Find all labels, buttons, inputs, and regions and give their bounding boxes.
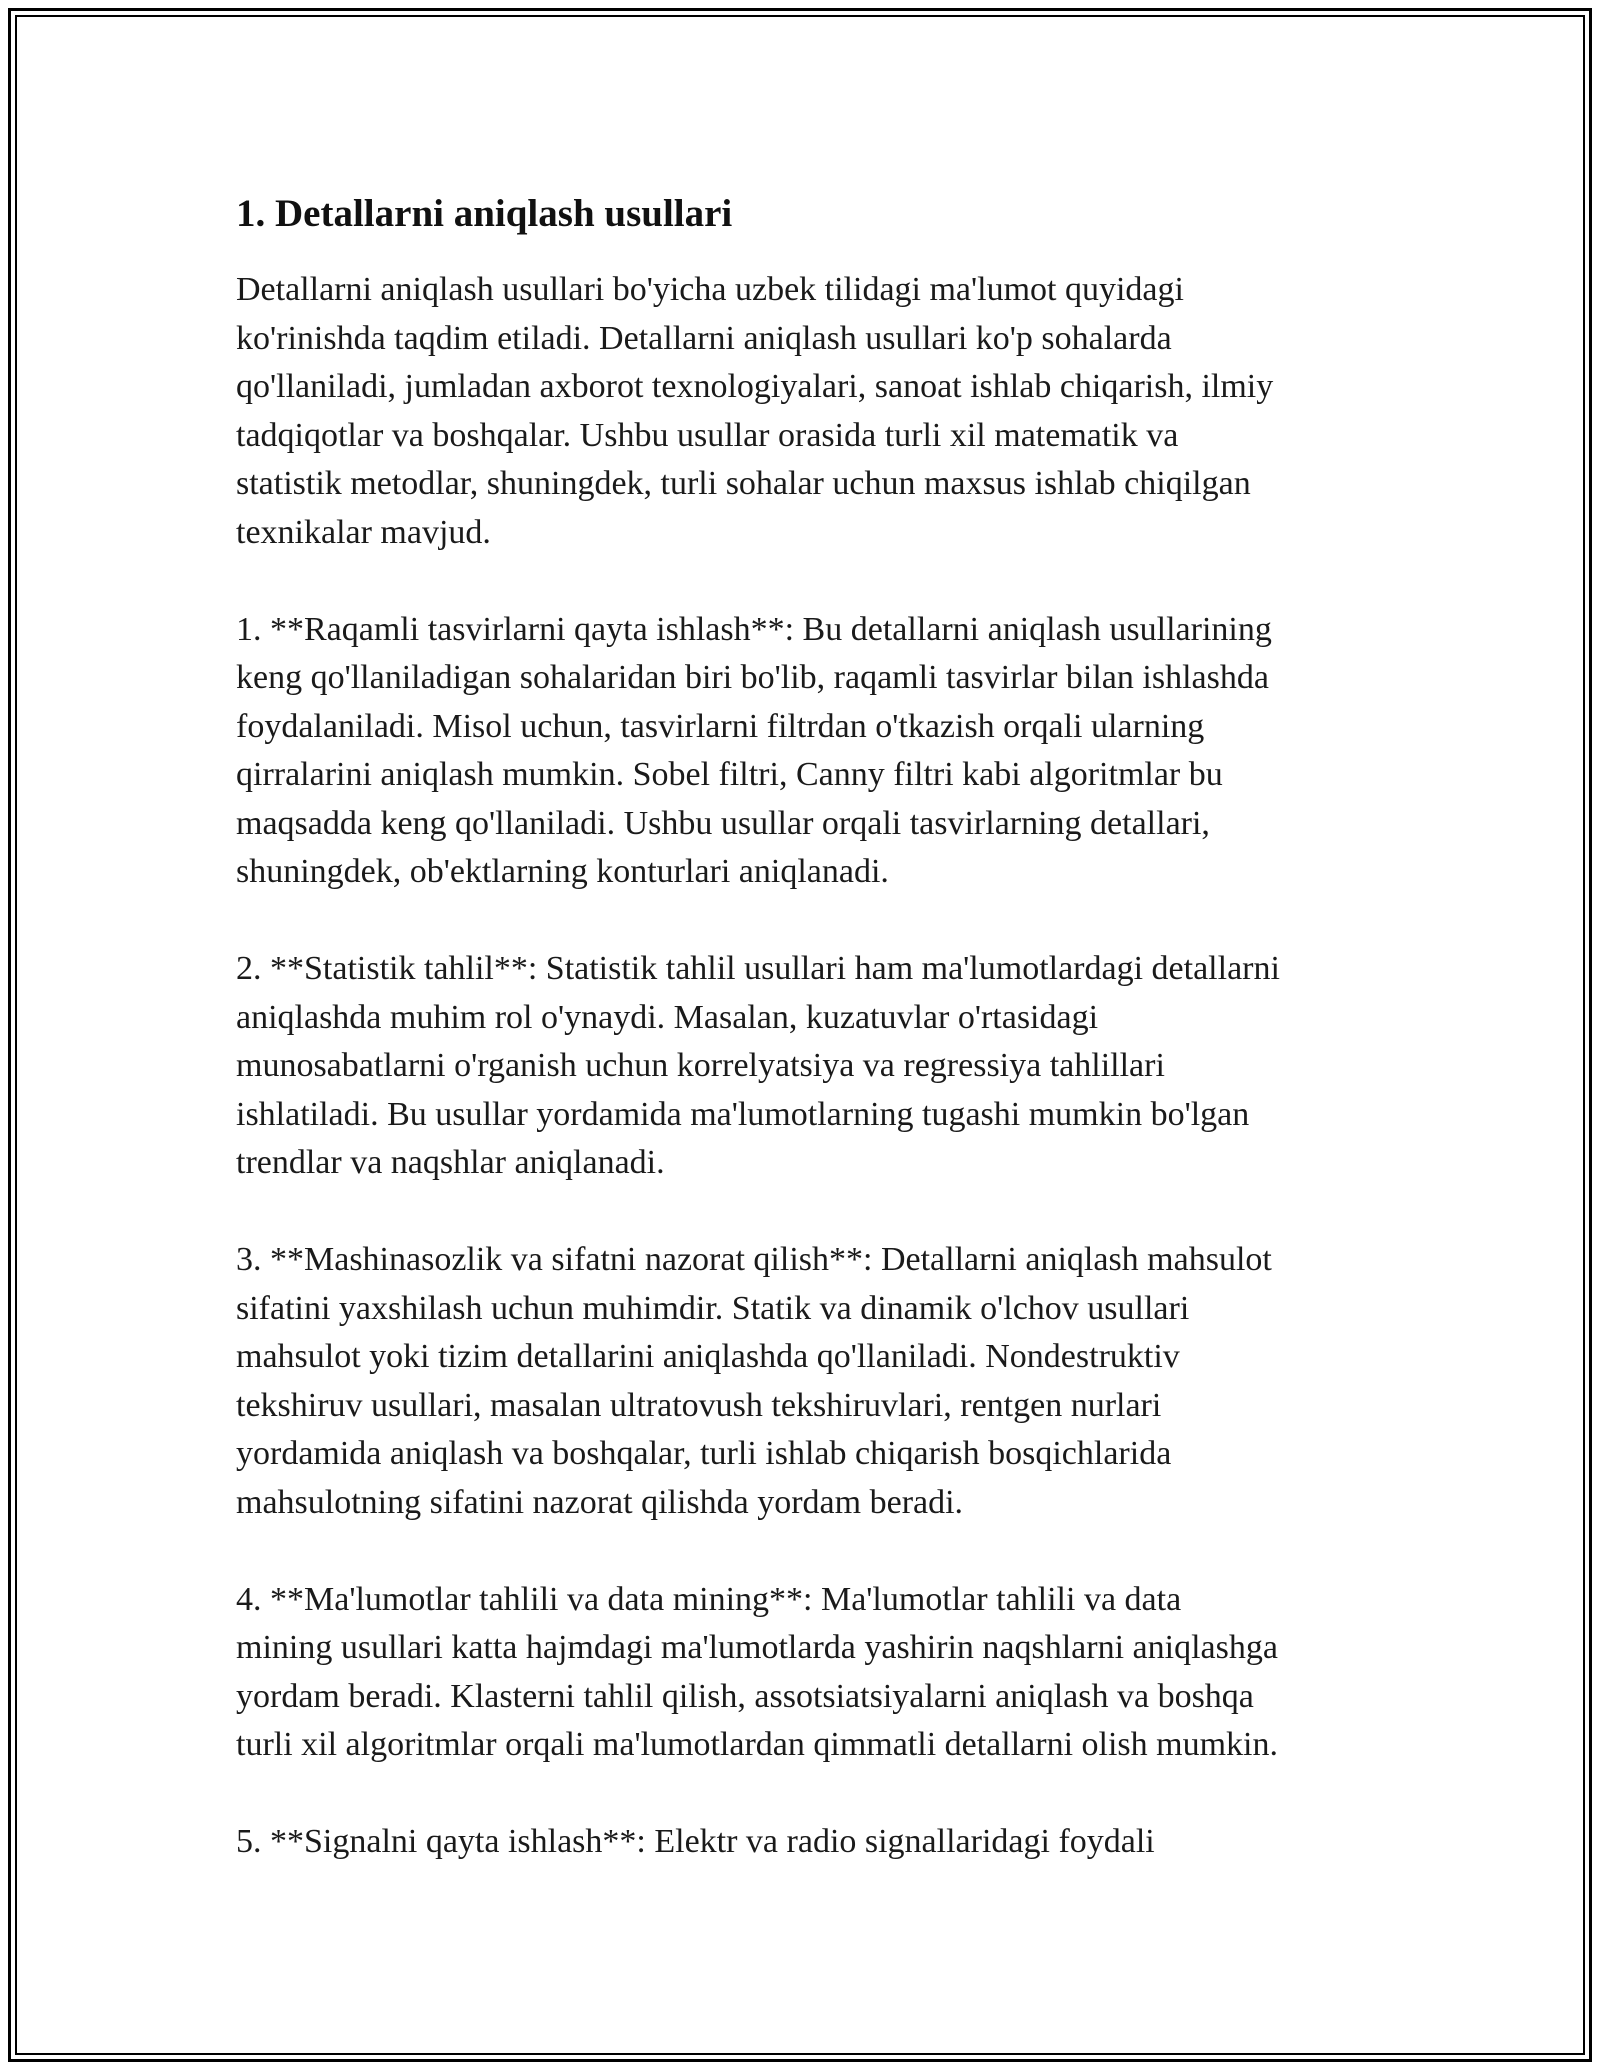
- paragraph-item-3: [236, 1236, 1376, 1527]
- text-line: 3. **Mashinasozlik va sifatni nazorat qilish**: Detallarni aniqlash mahsulot: [236, 1241, 1272, 1278]
- text-line: yordamida aniqlash va boshqalar, turli ishlab chiqarish bosqichlarida: [236, 1435, 1172, 1472]
- text-line: mahsulotning sifatini nazorat qilishda yordam beradi.: [236, 1483, 964, 1521]
- text-line: keng qo'llaniladigan sohalaridan biri bo'lib, raqamli tasvirlar bilan ishlashda: [236, 659, 1269, 696]
- text-line: 1. **Raqamli tasvirlarni qayta ishlash**: Bu detallarni aniqlash usullarining: [236, 610, 1272, 648]
- document-body: [236, 188, 1376, 1915]
- text-line: sifatini yaxshilash uchun muhimdir. Statik va dinamik o'lchov usullari: [236, 1289, 1190, 1327]
- text-line: trendlar va naqshlar aniqlanadi.: [236, 1144, 665, 1181]
- text-line: qo'llaniladi, jumladan axborot texnologiyalari, sanoat ishlab chiqarish, ilmiy: [236, 368, 1274, 405]
- text-line: aniqlashda muhim rol o'ynaydi. Masalan, kuzatuvlar o'rtasidagi: [236, 998, 1099, 1036]
- paragraph-item-2: [236, 945, 1376, 1188]
- text-line: 5. **Signalni qayta ishlash**: Elektr va radio signallaridagi foydali: [236, 1823, 1155, 1860]
- text-line: texnikalar mavjud.: [236, 513, 491, 551]
- text-line: turli xil algoritmlar orqali ma'lumotlardan qimmatli detallarni olish mumkin.: [236, 1726, 1278, 1763]
- text-line: ishlatiladi. Bu usullar yordamida ma'lumotlarning tugashi mumkin bo'lgan: [236, 1095, 1250, 1133]
- text-line: qirralarini aniqlash mumkin. Sobel filtri, Canny filtri kabi algoritmlar bu: [236, 756, 1223, 793]
- paragraph-intro: [236, 266, 1376, 557]
- text-line: shuningdek, ob'ektlarning konturlari aniqlanadi.: [236, 853, 889, 890]
- text-line: tekshiruv usullari, masalan ultratovush tekshiruvlari, rentgen nurlari: [236, 1386, 1162, 1424]
- text-line: foydalaniladi. Misol uchun, tasvirlarni filtrdan o'tkazish orqali ularning: [236, 707, 1205, 745]
- text-line: munosabatlarni o'rganish uchun korrelyatsiya va regressiya tahlillari: [236, 1047, 1165, 1084]
- text-line: mahsulot yoki tizim detallarini aniqlashda qo'llaniladi. Nondestruktiv: [236, 1338, 1180, 1375]
- page-title: 1. Detallarni aniqlash usullari: [236, 192, 733, 235]
- text-line: 2. **Statistik tahlil**: Statistik tahlil usullari ham ma'lumotlardagi detallarni: [236, 950, 1280, 987]
- text-line: ko'rinishda taqdim etiladi. Detallarni aniqlash usullari ko'p sohalarda: [236, 319, 1172, 357]
- paragraph-item-1: [236, 606, 1376, 897]
- text-line: statistik metodlar, shuningdek, turli sohalar uchun maxsus ishlab chiqilgan: [236, 465, 1251, 502]
- text-line: mining usullari katta hajmdagi ma'lumotlarda yashirin naqshlarni aniqlashga: [236, 1629, 1278, 1666]
- text-line: Detallarni aniqlash usullari bo'yicha uzbek tilidagi ma'lumot quyidagi: [236, 271, 1184, 308]
- paragraph-item-4: [236, 1576, 1376, 1770]
- text-line: maqsadda keng qo'llaniladi. Ushbu usullar orqali tasvirlarning detallari,: [236, 804, 1210, 842]
- text-line: 4. **Ma'lumotlar tahlili va data mining**: Ma'lumotlar tahlili va data: [236, 1580, 1182, 1618]
- text-line: yordam beradi. Klasterni tahlil qilish, assotsiatsiyalarni aniqlash va boshqa: [236, 1677, 1254, 1715]
- text-line: tadqiqotlar va boshqalar. Ushbu usullar orasida turli xil matematik va: [236, 416, 1179, 454]
- paragraph-item-5: [236, 1818, 1376, 1867]
